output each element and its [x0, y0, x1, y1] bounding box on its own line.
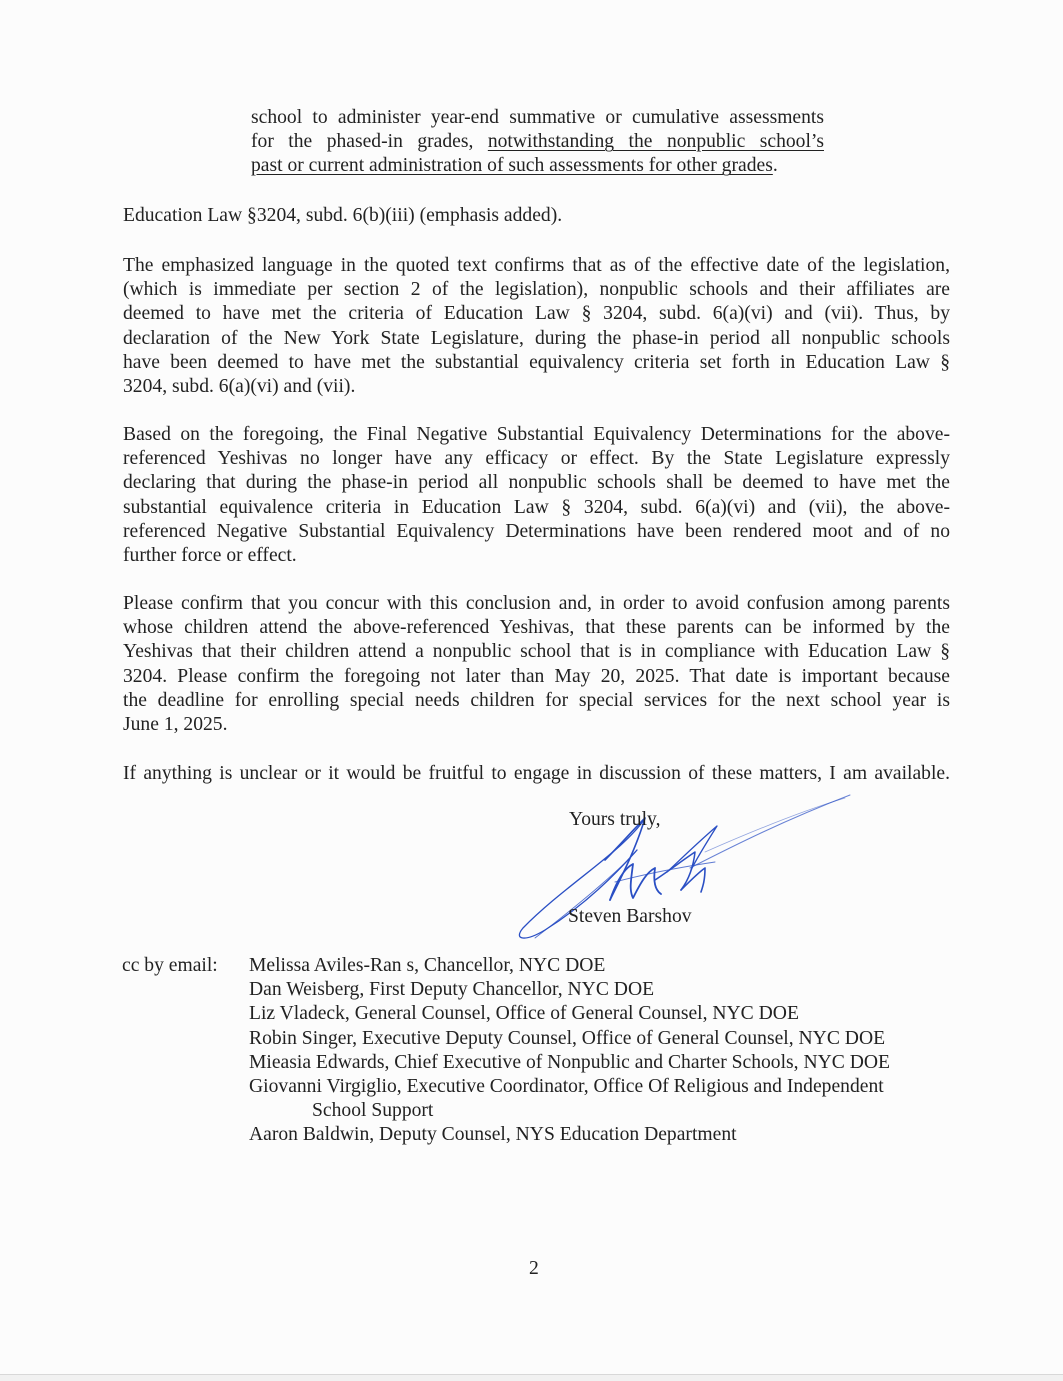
cc-recipient: Mieasia Edwards, Chief Executive of Nonpublic and Charter Schools, NYC DOE: [249, 1051, 891, 1073]
cc-recipient: Melissa Aviles-Ran s, Chancellor, NYC DOE: [249, 955, 606, 976]
quote-line: school to administer year-end summative or cumulative assessments: [251, 107, 824, 128]
cc-recipient: Aaron Baldwin, Deputy Counsel, NYS Education Department: [249, 1124, 737, 1146]
cc-recipient: Robin Singer, Executive Deputy Counsel, Office of General Counsel, NYC DOE: [249, 1027, 886, 1049]
quoted-statute-block: [251, 106, 824, 179]
cc-recipient-continuation: School Support: [312, 1100, 434, 1122]
cc-recipient: Giovanni Virgiglio, Executive Coordinator, Office Of Religious and Independent: [249, 1076, 884, 1098]
paragraph-emphasized-language: The emphasized language in the quoted text confirms that as of the effective date of the legislation, (which is immediate per section 2 of the legislation), nonpublic schools and their affiliates are deemed to have met the criteria of Education Law § 3204, subd. 6(a)(vi) and (vii). Thus, by declaration of the New York State Legislature, during the phase-in period all nonpublic schools have been deemed to have met the substantial equivalency criteria set forth in Education Law § 3204, subd. 6(a)(vi) and (vii).: [123, 255, 950, 398]
cc-label: cc by email:: [122, 955, 218, 976]
cc-recipient: Dan Weisberg, First Deputy Chancellor, NYC DOE: [249, 979, 655, 1001]
citation: Education Law §3204, subd. 6(b)(iii) (emphasis added).: [123, 205, 563, 226]
paragraph-availability: If anything is unclear or it would be fruitful to engage in discussion of these matters, I am available.: [123, 763, 950, 784]
quote-line: past or current administration of such assessments for other grades.: [251, 155, 778, 177]
quote-line: for the phased-in grades, notwithstanding the nonpublic school’s: [251, 131, 824, 153]
paragraph-please-confirm: Please confirm that you concur with this conclusion and, in order to avoid confusion among parents whose children attend the above-referenced Yeshivas, that these parents can be informed by the Yeshivas that their children attend a nonpublic school that is in compliance with Education Law § 3204. Please confirm the foregoing not later than May 20, 2025. That date is important because the deadline for enrolling special needs children for special services for the next school year is June 1, 2025.: [123, 593, 950, 736]
closing-salutation: Yours truly,: [569, 809, 661, 830]
page-number: 2: [529, 1258, 539, 1279]
signer-name: Steven Barshov: [568, 906, 692, 927]
emphasized-text: past or current administration of such assessments for other grades: [251, 155, 773, 177]
emphasized-text: notwithstanding the nonpublic school’s: [487, 131, 824, 153]
cc-recipient-list: [249, 954, 890, 1148]
paragraph-foregoing: Based on the foregoing, the Final Negative Substantial Equivalency Determinations for the above- referenced Yeshivas no longer have any efficacy or effect. By the State Legislature expressly declaring that during the phase-in period all nonpublic schools shall be deemed to have met the substantial equivalence criteria in Education Law § 3204, subd. 6(a)(vi) and (vii), the above- referenced Negative Substantial Equivalency Determinations have been rendered moot and of no further force or effect.: [123, 424, 950, 567]
cc-recipient: Liz Vladeck, General Counsel, Office of General Counsel, NYC DOE: [249, 1003, 799, 1025]
